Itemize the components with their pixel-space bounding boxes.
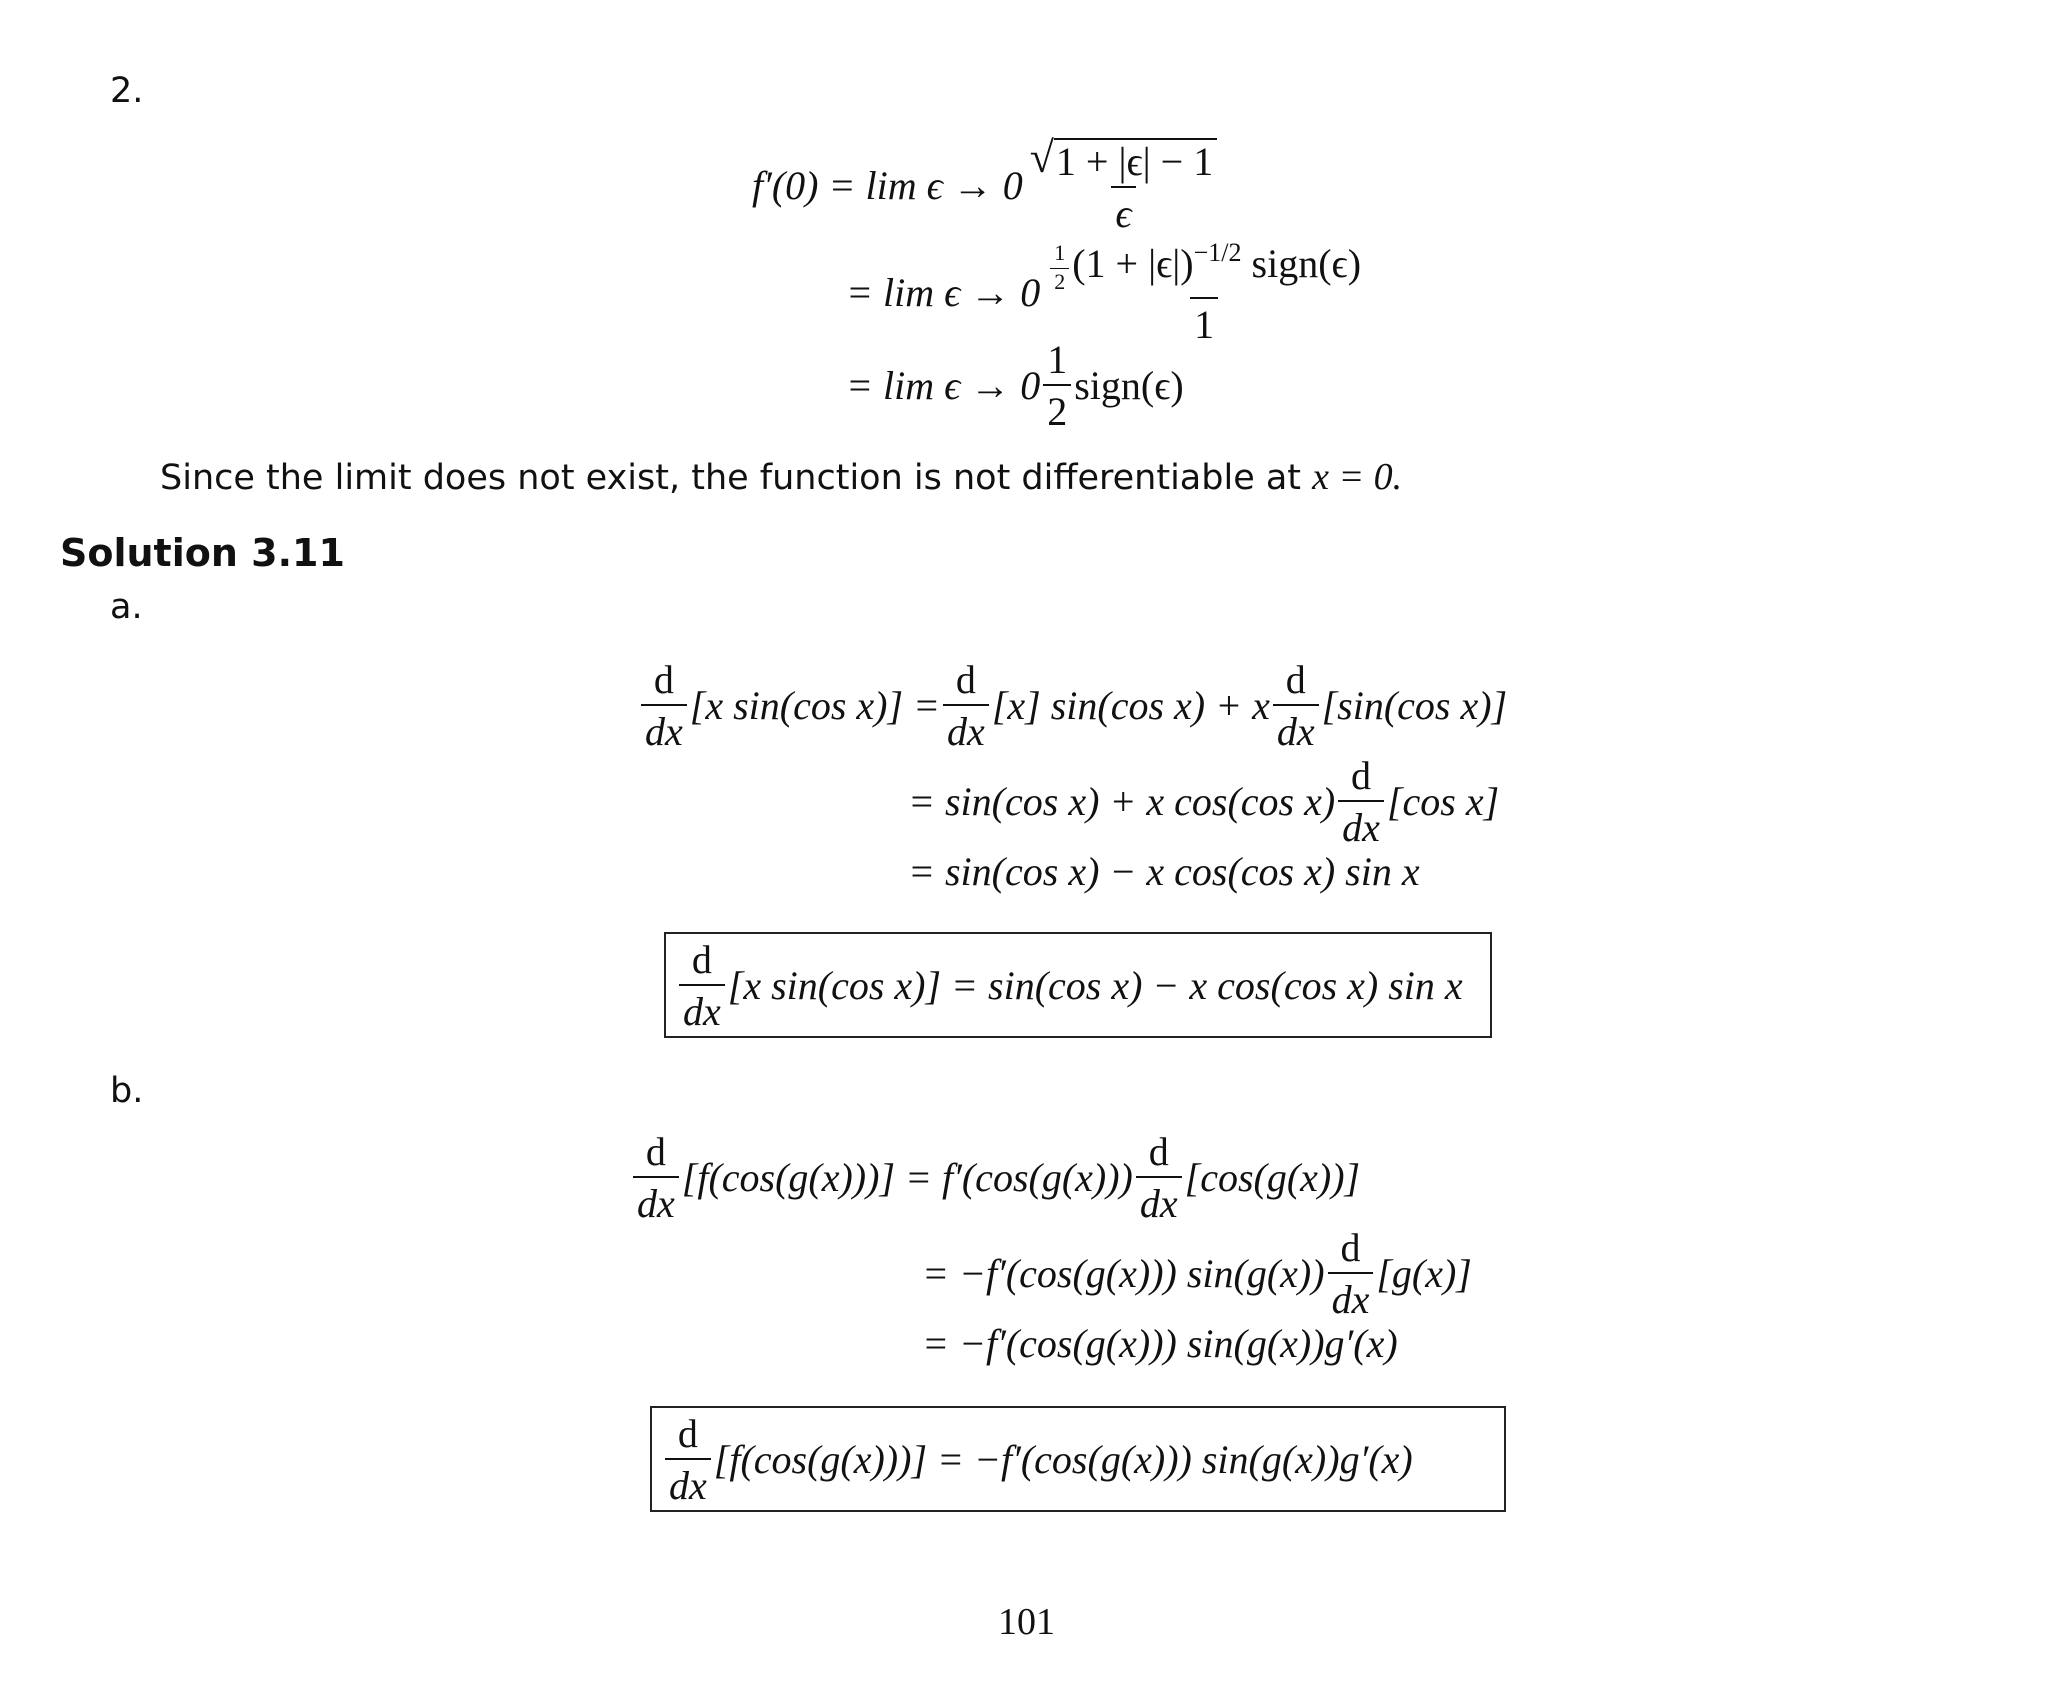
part-b-l2-a: = −f′(cos(g(x))) sin(g(x)) <box>922 1251 1325 1296</box>
part-a-line-3 <box>908 849 1420 894</box>
d-dx-operator <box>1273 657 1319 754</box>
part-b-label: b. <box>110 1071 144 1111</box>
part-b-l3: = −f′(cos(g(x))) sin(g(x))g′(x) <box>922 1321 1398 1366</box>
part-a-l1-c: [sin(cos x)] <box>1321 683 1508 728</box>
d-num: d <box>653 657 674 702</box>
part-b-box-text: [f(cos(g(x)))] = −f′(cos(g(x))) sin(g(x))g′(x) <box>713 1437 1413 1482</box>
limit-line2-fraction <box>1043 238 1365 348</box>
d-dx-operator <box>1328 1225 1374 1322</box>
d-num: d <box>1351 753 1372 798</box>
limit-line2-lhs: = lim ϵ → 0 <box>846 269 1041 315</box>
d-den: dx <box>633 1176 679 1224</box>
part-b-l1-a: [f(cos(g(x)))] = f′(cos(g(x))) <box>681 1155 1133 1200</box>
conclusion-text: Since the limit does not exist, the function is not differentiable at <box>160 458 1313 498</box>
part-b-line-1 <box>630 1129 1361 1226</box>
part-b-line-2 <box>922 1225 1472 1322</box>
d-den: dx <box>1136 1176 1182 1224</box>
conclusion-math: x = 0. <box>1312 456 1403 498</box>
part-b-l1-b: [cos(g(x))] <box>1184 1155 1361 1200</box>
limit-line2-exponent: −1/2 <box>1193 238 1242 267</box>
d-num: d <box>645 1129 666 1174</box>
part-a-box-text: [x sin(cos x)] = sin(cos x) − x cos(cos x) sin x <box>727 963 1463 1008</box>
d-dx-operator <box>641 657 687 754</box>
d-dx-operator <box>633 1129 679 1226</box>
d-den: dx <box>665 1458 711 1506</box>
page-number: 101 <box>998 1601 1055 1643</box>
limit-line1-lhs: f′(0) = lim ϵ → 0 <box>752 163 1023 208</box>
half-den: 2 <box>1050 268 1069 293</box>
part-b-line-3 <box>922 1321 1398 1366</box>
limit-line3-num: 1 <box>1047 337 1068 382</box>
limit-line1-fraction <box>1026 133 1221 236</box>
limit-line1-numerator: 1 + |ϵ| − 1 <box>1054 138 1217 182</box>
limit-line-1 <box>752 133 1224 236</box>
limit-line3-den: 2 <box>1043 384 1071 432</box>
limit-line-3 <box>846 337 1184 434</box>
d-dx-operator <box>943 657 989 754</box>
d-num: d <box>1340 1225 1361 1270</box>
part-b-box-content <box>662 1411 1413 1508</box>
d-num: d <box>1148 1129 1169 1174</box>
d-den: dx <box>1328 1272 1374 1320</box>
d-num: d <box>1285 657 1306 702</box>
limit-line3-fraction <box>1043 337 1071 434</box>
part-a-l2-b: [cos x] <box>1386 779 1500 824</box>
d-num: d <box>691 937 712 982</box>
limit-line2-base: (1 + |ϵ|) <box>1072 241 1194 286</box>
half-num: 1 <box>1054 240 1066 266</box>
conclusion-sentence <box>160 458 1402 496</box>
part-a-l3: = sin(cos x) − x cos(cos x) sin x <box>908 849 1420 894</box>
part-a-label: a. <box>110 587 143 627</box>
d-den: dx <box>679 984 725 1032</box>
part-a-line-2 <box>908 753 1500 850</box>
sqrt-symbol: √ 1 + |ϵ| − 1 <box>1030 138 1217 182</box>
d-dx-operator <box>1338 753 1384 850</box>
part-a-l1-b: [x] sin(cos x) + x <box>991 683 1270 728</box>
d-den: dx <box>641 704 687 752</box>
item-2-label: 2. <box>110 71 144 111</box>
limit-line3-rhs: sign(ϵ) <box>1074 363 1184 408</box>
d-den: dx <box>1338 800 1384 848</box>
part-a-line-1 <box>638 657 1508 754</box>
d-dx-operator <box>1136 1129 1182 1226</box>
d-dx-operator <box>665 1411 711 1508</box>
d-dx-operator <box>679 937 725 1034</box>
d-num: d <box>677 1411 698 1456</box>
limit-line2-sign: sign(ϵ) <box>1241 241 1362 286</box>
limit-line1-denominator: ϵ <box>1111 186 1135 234</box>
half-fraction <box>1050 242 1069 293</box>
d-den: dx <box>1273 704 1319 752</box>
part-a-l2-a: = sin(cos x) + x cos(cos x) <box>908 779 1336 824</box>
d-den: dx <box>943 704 989 752</box>
part-a-box-content <box>676 937 1463 1034</box>
solution-heading: Solution 3.11 <box>60 531 345 575</box>
limit-line2-denominator: 1 <box>1190 297 1218 345</box>
part-a-l1-a: [x sin(cos x)] = <box>689 683 941 728</box>
limit-line-2 <box>846 238 1368 348</box>
part-b-l2-b: [g(x)] <box>1376 1251 1472 1296</box>
d-num: d <box>955 657 976 702</box>
limit-line3-lhs: = lim ϵ → 0 <box>846 363 1041 408</box>
